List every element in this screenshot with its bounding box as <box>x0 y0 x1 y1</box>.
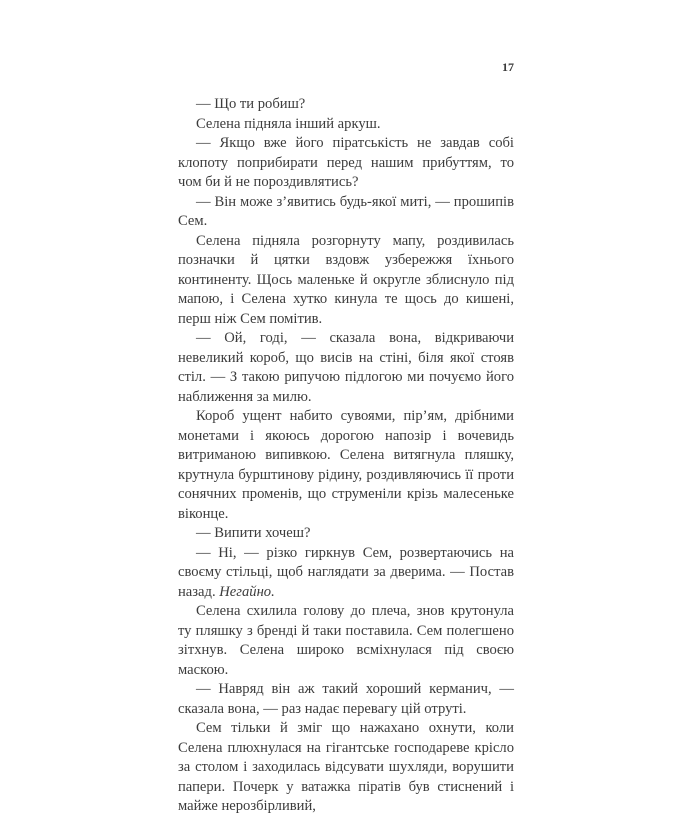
paragraph: — Навряд він аж такий хороший керманич, — сказала вона, — раз надає перевагу цій отруті. <box>178 681 514 717</box>
page-number: 17 <box>502 60 514 74</box>
paragraph: Короб ущент набито сувоями, пір’ям, дрібними монетами і якоюсь дорогою напозір і вочевидь витриманою випивкою. Селена витягнула пляшку, крутнула бурштинову рідину, роздивляючись її проти сонячних променів, що струменіли крізь малесеньке віконце. <box>178 408 514 522</box>
paragraph: — Ой, годі, — сказала вона, відкриваючи невеликий короб, що висів на стіні, біля якої стояв стіл. — З такою рипучою підлогою ми почуємо його наближення за милю. <box>178 330 514 405</box>
paragraph: — Якщо вже його піратськість не завдав собі клопоту поприбирати перед нашим прибуттям, то чом би й не пороздивлятись? <box>178 135 514 190</box>
paragraph <box>178 544 514 603</box>
dialogue-text: — Ні, — різко гиркнув Сем, розвертаючись на своєму стільці, щоб наглядати за дверима. — Постав назад. <box>178 544 514 600</box>
paragraph: — Випити хочеш? <box>196 525 311 541</box>
paragraph: — Що ти робиш? <box>196 96 306 112</box>
paragraph: Селена схилила голову до плеча, знов крутонула ту пляшку з бренді й таки поставила. Сем полегшено зітхнув. Селена широко всміхнулася під своєю маскою. <box>178 603 514 678</box>
paragraph: Селена підняла інший аркуш. <box>196 115 381 132</box>
paragraph: — Він може з’явитись будь-якої миті, — прошипів Сем. <box>178 193 514 229</box>
paragraph: Селена підняла розгорнуту мапу, роздивилась позначки й цятки вздовж узбережжя їхнього континенту. Щось маленьке й округле зблиснуло під мапою, і Селена хутко кинула те щось до кишені, перш ніж Сем помітив. <box>178 232 514 327</box>
paragraph: Сем тільки й зміг що нажахано охнути, коли Селена плюхнулася на гігантське господареве крісло за столом і заходилась відсувати шухляди, ворушити папери. Почерк у ватажка піратів був стиснений і майже нерозбірливий, <box>178 720 514 814</box>
body-text <box>178 95 514 817</box>
emphasized-text: Негайно. <box>219 583 275 600</box>
